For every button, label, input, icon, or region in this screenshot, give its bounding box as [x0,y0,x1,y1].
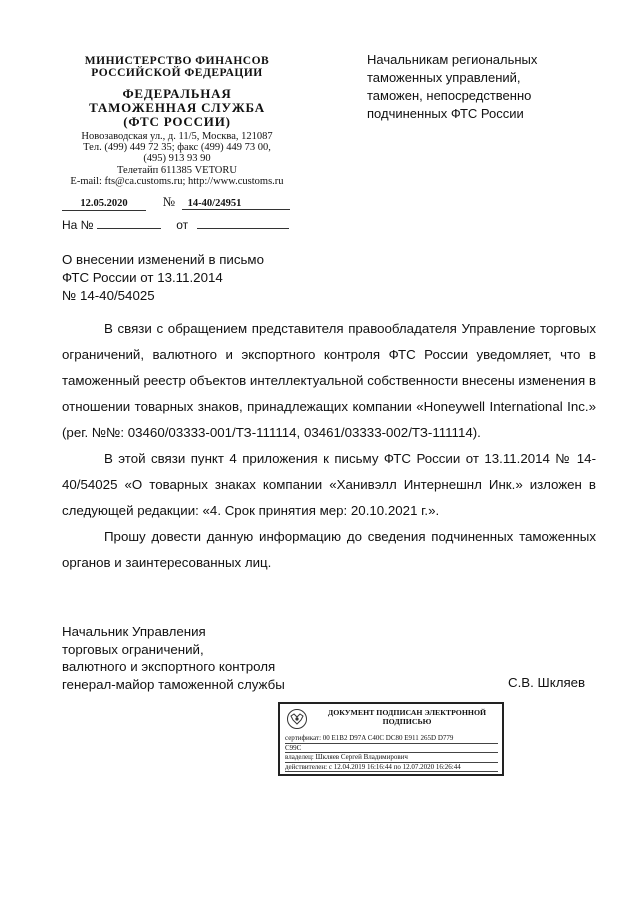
position-line: Начальник Управления [62,624,206,639]
body-paragraph: Прошу довести данную информацию до сведения подчиненных таможенных органов и заинтересованных лиц. [62,529,596,570]
electronic-signature-stamp [278,702,504,776]
validity-line: действителен: с 12.04.2019 16:16:44 по 12.07.2020 16:26:44 [285,763,498,773]
registration-date: 12.05.2020 [62,198,146,211]
agency-line: (ФТС РОССИИ) [123,114,231,129]
position-line: валютного и экспортного контроля [62,659,276,675]
addressee-line: таможен, непосредственно [367,88,532,103]
stamp-title-line: ДОКУМЕНТ ПОДПИСАН ЭЛЕКТРОННОЙ [327,708,487,717]
addressee-line: подчиненных ФТС России [367,106,524,121]
agency-name [62,87,292,129]
agency-contacts [62,131,292,187]
body-paragraph: В этой связи пункт 4 приложения к письму ФТС России от 13.11.2014 № 14-40/54025 «О товарных знаках компании «Ханивэлл Интернешнл Инк.» изложен в следующей редакции: «4. Срок принятия мер: 20.10.2021 г.». [62,451,596,518]
addressee-line: таможенных управлений, [367,70,521,85]
phone-line: (495) 913 93 90 [143,153,211,165]
registration-number: 14-40/24951 [182,198,290,210]
registration-line [62,194,292,211]
subject-line: ФТС России от 13.11.2014 [62,270,223,285]
signatory-name: С.В. Шкляев [508,675,586,690]
position-line: генерал-майор таможенной службы [62,676,285,692]
reference-number-blank [97,216,161,229]
certificate-line: сертификат: 00 E1B2 D97A C40C DC80 E911 265D D779 [285,734,498,744]
stamp-title [314,708,500,726]
email-line: E-mail: fts@ca.customs.ru; http://www.customs.ru [70,175,284,187]
certificate-line: C99C [285,744,498,754]
reference-label: На № [62,218,94,232]
phone-line: Тел. (499) 449 72 35; факс (499) 449 73 00, [83,142,271,154]
ministry-name [62,55,292,79]
position-line: торговых ограничений, [62,641,204,657]
teletype-line: Телетайп 611385 VETORU [117,164,237,176]
address-line: Новозаводская ул., д. 11/5, Москва, 121087 [81,131,273,142]
reference-line [62,216,292,232]
ministry-line: МИНИСТЕРСТВО ФИНАНСОВ [84,55,270,67]
stamp-details [285,734,498,772]
number-label: № [162,194,176,209]
owner-line: владелец: Шкляев Сергей Владимирович [285,753,498,763]
ministry-line: РОССИЙСКОЙ ФЕДЕРАЦИИ [91,67,263,79]
signatory-position [62,623,285,693]
subject-line: № 14-40/54025 [62,288,155,303]
reference-from-label: от [176,218,189,232]
reference-date-blank [197,216,289,229]
agency-line: ТАМОЖЕННАЯ СЛУЖБА [89,100,265,115]
body-paragraph: В связи с обращением представителя правообладателя Управление торговых ограничений, валютного и экспортного контроля ФТС России уведомляет, что в таможенный реестр объектов интеллектуальной собственности внесены изменения в отношении товарных знаков, принадлежащих компании «Honeywell International Inc.» (рег. №№: 03460/03333-001/ТЗ-111114, 03461/03333-002/ТЗ-111114). [62,321,596,440]
stamp-title-line: ПОДПИСЬЮ [382,717,432,726]
agency-line: ФЕДЕРАЛЬНАЯ [122,86,232,101]
letter-subject [62,251,264,305]
coat-of-arms-icon [286,708,308,730]
addressee [367,51,597,123]
addressee-line: Начальникам региональных [367,52,538,67]
letter-body [62,316,596,576]
subject-line: О внесении изменений в письмо [62,252,264,267]
